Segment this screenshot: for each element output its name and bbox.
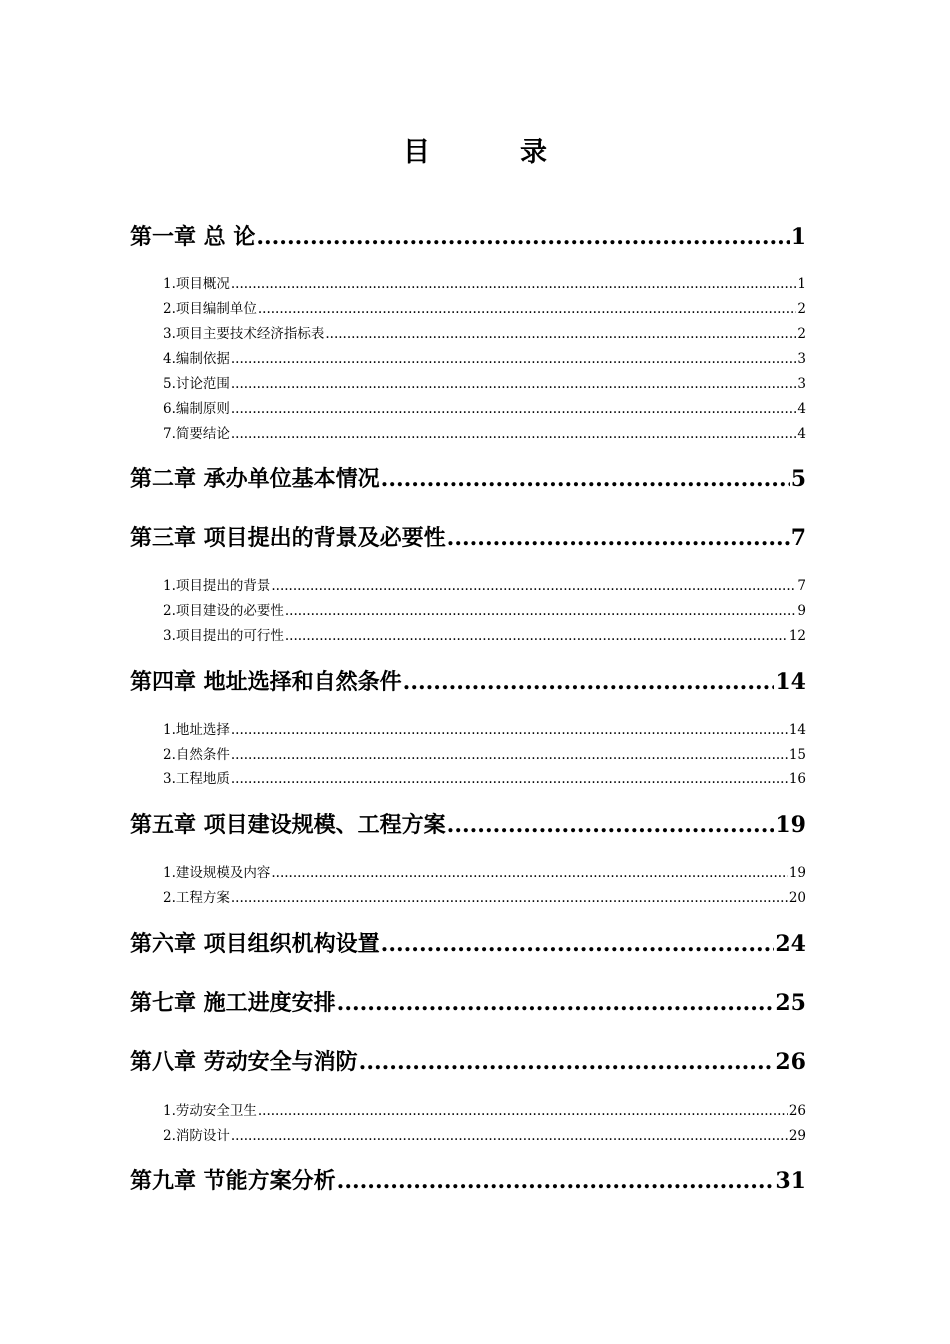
leader-dots xyxy=(231,276,797,292)
section-page-number: 19 xyxy=(788,865,806,881)
section-label: 1.地址选择 xyxy=(163,722,230,738)
toc-section-3-1[interactable] xyxy=(163,574,806,592)
section-label: 1.建设规模及内容 xyxy=(163,865,271,881)
toc-chapter-1[interactable] xyxy=(130,220,806,250)
leader-dots xyxy=(256,224,789,250)
section-page-number: 15 xyxy=(788,747,806,763)
toc-section-4-2[interactable] xyxy=(163,743,806,761)
section-label: 2.消防设计 xyxy=(163,1128,230,1144)
leader-dots xyxy=(381,931,775,957)
toc-section-8-2[interactable] xyxy=(163,1124,806,1142)
toc-chapter-2[interactable] xyxy=(130,462,806,492)
chapter-page-number: 25 xyxy=(775,990,806,1016)
leader-dots xyxy=(231,722,788,738)
leader-dots xyxy=(337,1168,775,1194)
chapter-label: 第五章 项目建设规模、工程方案 xyxy=(130,812,446,838)
section-label: 1.项目提出的背景 xyxy=(163,578,271,594)
leader-dots xyxy=(271,865,787,881)
section-label: 3.项目提出的可行性 xyxy=(163,628,284,644)
leader-dots xyxy=(231,351,797,367)
toc-section-3-2[interactable] xyxy=(163,599,806,617)
section-page-number: 4 xyxy=(797,426,806,442)
leader-dots xyxy=(285,603,797,619)
chapter-label: 第八章 劳动安全与消防 xyxy=(130,1049,358,1075)
leader-dots xyxy=(231,771,788,787)
toc-chapter-5[interactable] xyxy=(130,808,806,838)
toc-title xyxy=(0,130,950,169)
chapter-label: 第七章 施工进度安排 xyxy=(130,990,336,1016)
chapter-label: 第六章 项目组织机构设置 xyxy=(130,931,380,957)
section-page-number: 29 xyxy=(788,1128,806,1144)
leader-dots xyxy=(447,525,790,551)
section-page-number: 3 xyxy=(797,376,806,392)
toc-chapter-8[interactable] xyxy=(130,1045,806,1075)
section-label: 5.讨论范围 xyxy=(163,376,230,392)
leader-dots xyxy=(231,426,797,442)
toc-chapter-9[interactable] xyxy=(130,1164,806,1194)
chapter-page-number: 31 xyxy=(775,1168,806,1194)
section-label: 1.项目概况 xyxy=(163,276,230,292)
section-page-number: 4 xyxy=(797,401,806,417)
leader-dots xyxy=(258,301,797,317)
leader-dots xyxy=(447,812,775,838)
leader-dots xyxy=(231,401,797,417)
toc-section-3-3[interactable] xyxy=(163,624,806,642)
section-page-number: 26 xyxy=(788,1103,806,1119)
leader-dots xyxy=(381,466,790,492)
chapter-label: 第一章 总 论 xyxy=(130,224,256,250)
section-page-number: 20 xyxy=(788,890,806,906)
chapter-page-number: 19 xyxy=(775,812,806,838)
toc-section-1-4[interactable] xyxy=(163,347,806,365)
toc-title-right: 录 xyxy=(520,137,547,168)
toc-section-1-2[interactable] xyxy=(163,297,806,315)
section-label: 2.项目建设的必要性 xyxy=(163,603,284,619)
toc-chapter-3[interactable] xyxy=(130,521,806,551)
section-label: 2.工程方案 xyxy=(163,890,230,906)
leader-dots xyxy=(231,747,788,763)
chapter-page-number: 1 xyxy=(790,224,806,250)
toc-section-1-3[interactable] xyxy=(163,322,806,340)
leader-dots xyxy=(285,628,788,644)
chapter-page-number: 14 xyxy=(775,669,806,695)
section-label: 7.简要结论 xyxy=(163,426,230,442)
chapter-label: 第四章 地址选择和自然条件 xyxy=(130,669,402,695)
chapter-page-number: 7 xyxy=(790,525,806,551)
section-label: 2.自然条件 xyxy=(163,747,230,763)
section-page-number: 3 xyxy=(797,351,806,367)
leader-dots xyxy=(337,990,775,1016)
section-page-number: 16 xyxy=(788,771,806,787)
leader-dots xyxy=(359,1049,775,1075)
section-label: 3.工程地质 xyxy=(163,771,230,787)
section-page-number: 2 xyxy=(797,301,806,317)
chapter-page-number: 5 xyxy=(790,466,806,492)
toc-chapter-4[interactable] xyxy=(130,665,806,695)
chapter-label: 第二章 承办单位基本情况 xyxy=(130,466,380,492)
section-label: 1.劳动安全卫生 xyxy=(163,1103,257,1119)
toc-section-4-3[interactable] xyxy=(163,767,806,785)
toc-title-left: 目 xyxy=(403,137,430,168)
toc-section-5-1[interactable] xyxy=(163,861,806,879)
leader-dots xyxy=(231,376,797,392)
leader-dots xyxy=(271,578,796,594)
section-page-number: 7 xyxy=(797,578,806,594)
section-page-number: 12 xyxy=(788,628,806,644)
leader-dots xyxy=(231,890,788,906)
toc-section-1-7[interactable] xyxy=(163,422,806,440)
leader-dots xyxy=(231,1128,788,1144)
toc-chapter-7[interactable] xyxy=(130,986,806,1016)
section-page-number: 9 xyxy=(797,603,806,619)
section-label: 3.项目主要技术经济指标表 xyxy=(163,326,325,342)
leader-dots xyxy=(258,1103,788,1119)
section-label: 2.项目编制单位 xyxy=(163,301,257,317)
toc-section-8-1[interactable] xyxy=(163,1099,806,1117)
chapter-label: 第九章 节能方案分析 xyxy=(130,1168,336,1194)
chapter-page-number: 24 xyxy=(775,931,806,957)
section-label: 6.编制原则 xyxy=(163,401,230,417)
toc-section-4-1[interactable] xyxy=(163,718,806,736)
toc-section-1-5[interactable] xyxy=(163,372,806,390)
leader-dots xyxy=(325,326,796,342)
leader-dots xyxy=(403,669,775,695)
section-page-number: 14 xyxy=(788,722,806,738)
section-page-number: 2 xyxy=(797,326,806,342)
section-page-number: 1 xyxy=(797,276,806,292)
toc-section-1-6[interactable] xyxy=(163,397,806,415)
toc-chapter-6[interactable] xyxy=(130,927,806,957)
toc-section-1-1[interactable] xyxy=(163,272,806,290)
section-label: 4.编制依据 xyxy=(163,351,230,367)
chapter-label: 第三章 项目提出的背景及必要性 xyxy=(130,525,446,551)
toc-section-5-2[interactable] xyxy=(163,886,806,904)
chapter-page-number: 26 xyxy=(775,1049,806,1075)
